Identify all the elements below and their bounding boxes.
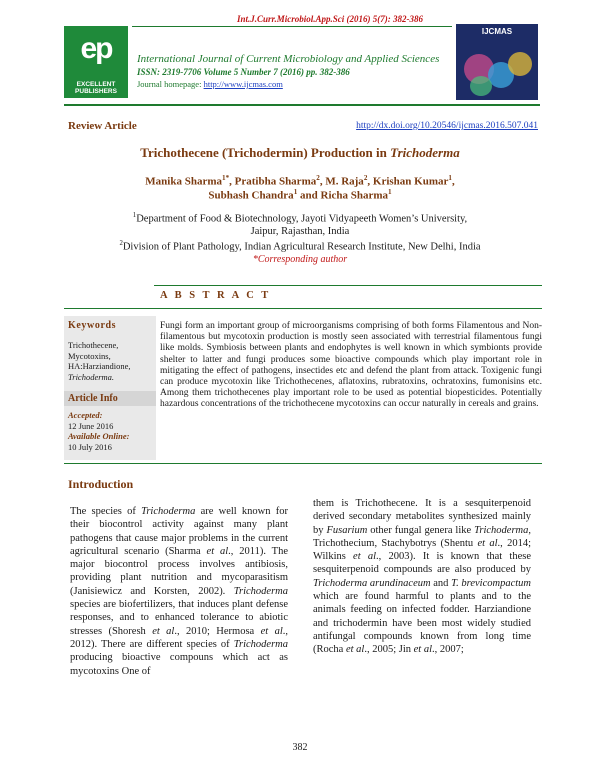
accepted-label: Accepted: bbox=[68, 410, 103, 420]
homepage-label: Journal homepage: bbox=[137, 79, 204, 89]
keyword-item: Trichoderma. bbox=[68, 371, 115, 382]
author-sep: , bbox=[319, 175, 326, 188]
article-title bbox=[60, 145, 540, 161]
keywords-list bbox=[68, 340, 154, 382]
header-top-rule bbox=[132, 26, 452, 27]
journal-name: International Journal of Current Microbiology and Applied Sciences bbox=[137, 53, 440, 65]
abstract-text: Fungi form an important group of microorganisms comprising of both forms Filamentous and Non-filamentous but mycotoxin production is mostly seen associated with terrestrial filamentous fungi like molds. Symbiosis between plants and endophytes is well known in which symbionts provide shelter to latter and fungi produces some bioactive compounds which play important role in mitigating the effect of pathogens, insectides etc and defend the plant from attack. Toxigenic fungi can produce mycotoxin like Trichothecenes, aflatoxins, rubratoxins, ochratoxins, fumonisins etc. Among them trichothecenes play important role to be used as potential biopesticides. Potentially hazardous concentrations of the trichothecene mycotoxins can occur naturally in cereals and grains. bbox=[160, 321, 542, 410]
publisher-logo-initials: ep bbox=[80, 32, 112, 65]
introduction-heading: Introduction bbox=[68, 477, 134, 491]
author-sep: , bbox=[229, 175, 235, 188]
journal-reference: Int.J.Curr.Microbiol.App.Sci (2016) 5(7): 382-386 bbox=[236, 14, 423, 24]
cover-art-blob bbox=[508, 52, 532, 76]
keyword-item: Trichothecene, bbox=[68, 340, 119, 350]
affiliation-1-line-2: Jaipur, Rajasthan, India bbox=[250, 226, 350, 237]
header-bottom-rule bbox=[64, 104, 540, 106]
author-sup: 2 bbox=[316, 174, 320, 182]
title-italic: Trichoderma bbox=[390, 145, 460, 160]
author-sup: 1* bbox=[222, 174, 230, 182]
abstract-top-rule bbox=[154, 285, 542, 286]
author-sep: , bbox=[367, 175, 373, 188]
author-name: Subhash Chandra bbox=[208, 189, 294, 202]
author-name: Krishan Kumar bbox=[372, 175, 449, 188]
homepage-link[interactable]: http://www.ijcmas.com bbox=[203, 79, 283, 89]
journal-homepage bbox=[137, 79, 283, 89]
journal-cover-image bbox=[456, 24, 538, 100]
affiliation-text: Division of Plant Pathology, Indian Agricultural Research Institute, New Delhi, India bbox=[122, 241, 481, 253]
author-sup: 1 bbox=[293, 188, 298, 196]
cover-title: IJCMAS bbox=[481, 27, 513, 36]
author-sup: 1 bbox=[448, 174, 452, 182]
publisher-logo-line: EXCELLENT bbox=[76, 81, 116, 88]
affiliation-text: Department of Food & Biotechnology, Jayoti Vidyapeeth Women’s University, bbox=[136, 213, 468, 225]
keyword-item: Mycotoxins, bbox=[68, 350, 111, 361]
abstract-divider bbox=[64, 308, 542, 309]
online-date: 10 July 2016 bbox=[68, 441, 112, 452]
author-name: Manika Sharma bbox=[145, 175, 222, 188]
authors-line-1 bbox=[60, 174, 540, 188]
author-sep: and bbox=[297, 189, 321, 202]
online-label: Available Online: bbox=[68, 431, 130, 441]
cover-art-blob bbox=[470, 76, 492, 96]
abstract-bottom-rule bbox=[64, 463, 542, 464]
keywords-heading: Keywords bbox=[68, 320, 117, 331]
corresponding-author: *Corresponding author bbox=[252, 254, 348, 265]
page-number: 382 bbox=[292, 742, 308, 753]
affiliation-sup: 1 bbox=[132, 212, 137, 219]
body-column-left: The species of Trichoderma are well known for their biocontrol activity against many plant pathogens that cause major problems in the current agricultural scenario (Sharma et al., 2011). The major biocontrol process involves antibiosis, providing plant nutrition and mycoparasitism (Janisiewicz and Korsten, 2002). Trichoderma species are biofertilizers, that induces plant defense responses, and to enhanced tolerance to abiotic stresses (Shoresh et al., 2010; Hermosa et al., 2012). There are different species of Trichoderma producing bioactive compouns which act as mycotoxins One of bbox=[70, 506, 288, 677]
body-column-right: them is Trichothecene. It is a sesquiterpenoid derived secondary metabolites synthesized mainly by Fusarium other fungal genera like Trichoderma, Trichothecium, Stachybotrys (Shentu et al., 2014; Wilkins et al., 2003). It is known that these sesquiterpenoid compounds are also produced by Trichoderma arundinaceum and T. brevicompactum which are found harmful to plants and to the animals feeding on infected fodder. Harziandione and trichodermin have been most widely studied antifungal compounds known from long time (Rocha et al., 2005; Jin et al., 2007; bbox=[313, 498, 532, 656]
author-sep: , bbox=[451, 175, 455, 188]
abstract-heading: A B S T R A C T bbox=[160, 290, 271, 301]
author-name: Pratibha Sharma bbox=[234, 175, 317, 188]
publisher-logo bbox=[64, 26, 128, 98]
affiliation-1-line-1 bbox=[60, 212, 540, 225]
accepted-date: 12 June 2016 bbox=[68, 420, 114, 431]
author-name: Richa Sharma bbox=[320, 189, 389, 202]
authors-line-2 bbox=[60, 188, 540, 202]
doi-link[interactable]: http://dx.doi.org/10.20546/ijcmas.2016.507.041 bbox=[356, 121, 538, 131]
keyword-item: HA:Harziandione, bbox=[68, 361, 131, 371]
author-sup: 1 bbox=[388, 188, 392, 196]
publisher-logo-line: PUBLISHERS bbox=[75, 88, 117, 95]
author-sup: 2 bbox=[363, 174, 368, 182]
author-name: M. Raja bbox=[325, 175, 364, 188]
article-type: Review Article bbox=[68, 120, 137, 132]
article-info-heading: Article Info bbox=[68, 393, 118, 404]
issn-line: ISSN: 2319-7706 Volume 5 Number 7 (2016) pp. 382-386 bbox=[137, 67, 350, 77]
affiliation-sup: 2 bbox=[119, 240, 123, 247]
article-info-dates bbox=[68, 410, 154, 452]
affiliation-2 bbox=[60, 240, 540, 253]
publisher-logo-text bbox=[64, 81, 128, 95]
title-main: Trichothecene (Trichodermin) Production in bbox=[140, 145, 391, 160]
